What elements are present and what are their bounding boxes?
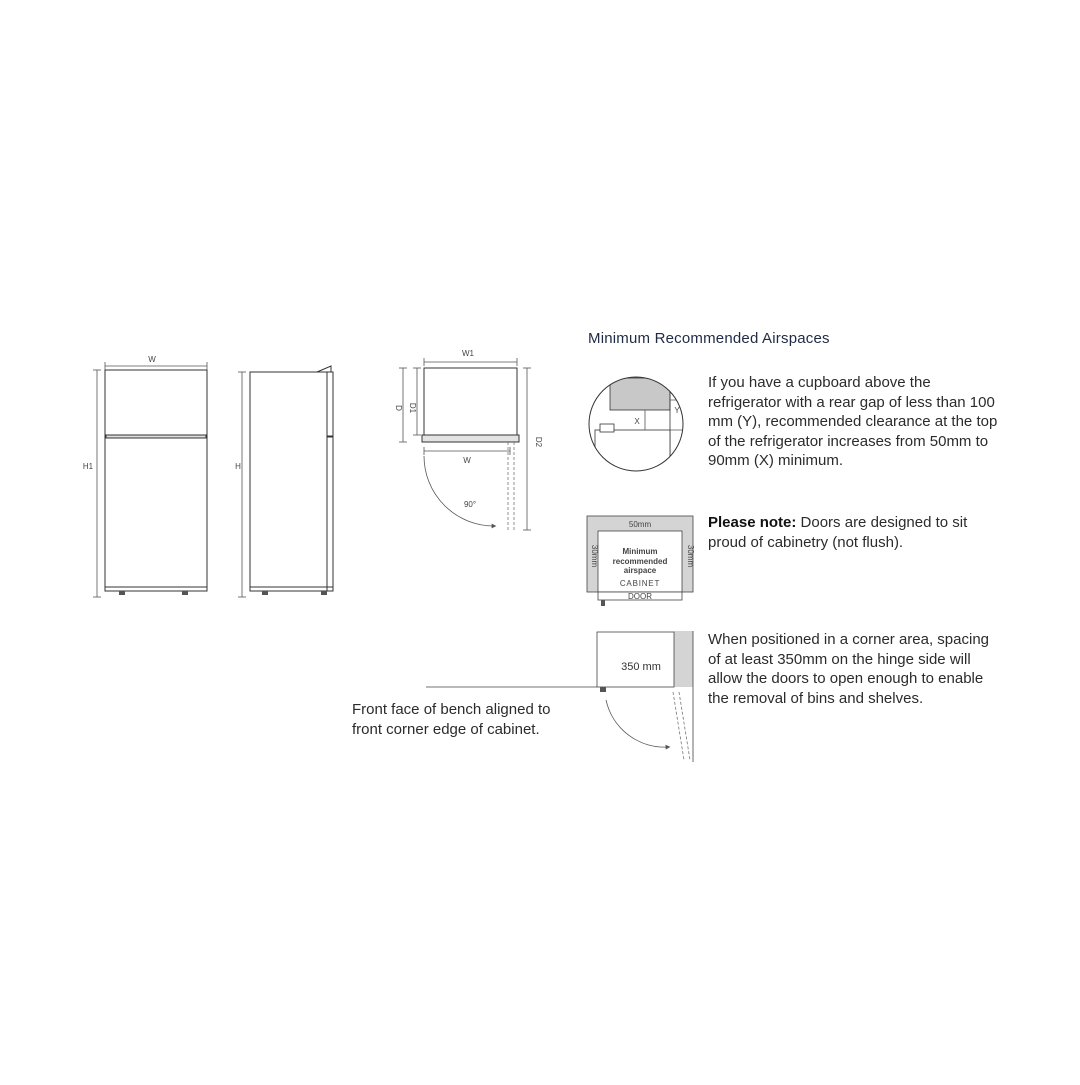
depth-label: D xyxy=(394,405,403,411)
overall-height-label: H1 xyxy=(82,462,94,471)
fridge-front-view xyxy=(105,370,207,595)
airspace-center-line3: airspace xyxy=(623,566,657,575)
height-label: H xyxy=(235,462,241,471)
top-gap-label: 50mm xyxy=(628,520,652,529)
flush-note xyxy=(708,513,980,552)
cabinet-label: CABINET xyxy=(619,579,661,588)
depth-2-label: D2 xyxy=(534,436,543,448)
door-label: DOOR xyxy=(628,592,652,601)
fridge-side-view xyxy=(250,366,333,595)
top-clearance-note: If you have a cupboard above the refrigerator with a rear gap of less than 100 mm (Y), recommended clearance at the top of the refrigerator increases from 50mm to 90mm (X) minimum. xyxy=(708,374,998,469)
overall-height-dimension xyxy=(93,370,101,597)
width-top-label: W1 xyxy=(462,349,474,358)
left-gap-label: 30mm xyxy=(590,544,599,568)
corner-spacing-diagram xyxy=(426,631,693,762)
airspace-center-line2: recommended xyxy=(612,557,668,566)
gap-y-label: Y xyxy=(674,406,680,415)
bench-alignment-note: Front face of bench aligned to front corner edge of cabinet. xyxy=(352,701,551,738)
corner-spacing-label: 350 mm xyxy=(621,661,661,673)
door-angle-label: 90° xyxy=(463,500,477,509)
clearance-x-label: X xyxy=(634,417,640,426)
top-clearance-detail xyxy=(589,377,690,475)
height-dimension xyxy=(238,372,246,597)
corner-spacing-note: When positioned in a corner area, spacing of at least 350mm on the hinge side will allow the doors to open enough to enable the removal of bins and shelves. xyxy=(708,631,990,707)
depth-1-label: D1 xyxy=(408,402,417,414)
airspace-center-line1: Minimum xyxy=(622,547,658,556)
width-dimension xyxy=(105,362,207,370)
section-title: Minimum Recommended Airspaces xyxy=(588,330,830,347)
flush-note-label: Please note: xyxy=(708,514,797,531)
flush-note-text: Doors are designed to sit proud of cabinetry (not flush). xyxy=(708,514,968,551)
right-gap-label: 30mm xyxy=(686,544,695,568)
width-bottom-label: W xyxy=(463,456,471,465)
width-label: W xyxy=(148,355,156,364)
